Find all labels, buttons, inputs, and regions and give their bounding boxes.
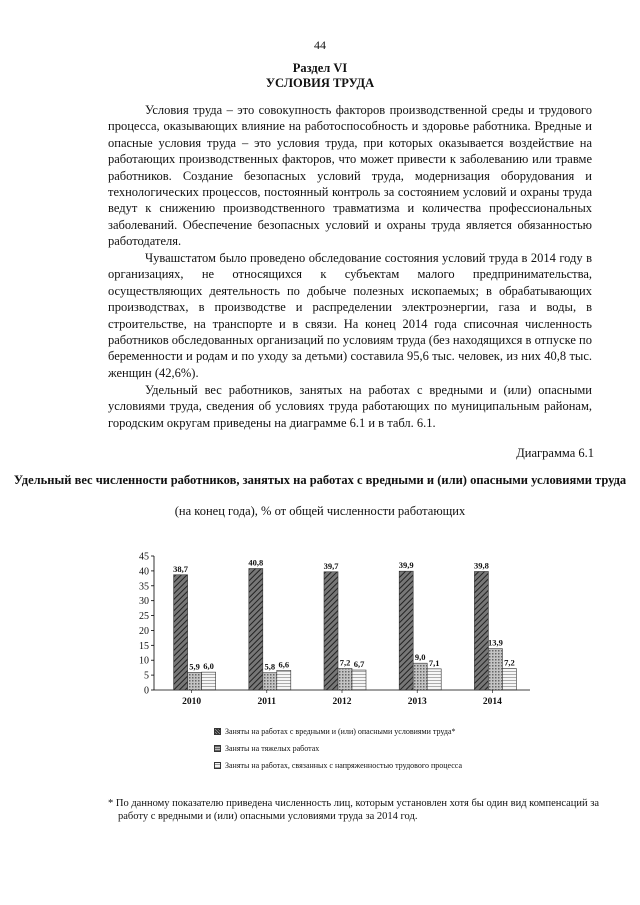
legend-swatch-intensity xyxy=(214,762,221,769)
legend-swatch-harmful xyxy=(214,728,221,735)
bar-2010-s2 xyxy=(188,672,202,690)
section-label: Раздел VI xyxy=(292,61,348,75)
data-label-2011-s2: 5,8 xyxy=(264,661,276,672)
y-tick-label: 30 xyxy=(139,596,149,608)
bar-2011-s1 xyxy=(249,569,263,690)
x-tick-label-2010: 2010 xyxy=(182,697,202,707)
chart-title: Удельный вес численности работников, занятых на работах с вредными и (или) опасными условиями труда xyxy=(13,473,627,487)
data-label-2010-s1: 38,7 xyxy=(173,563,189,574)
data-label-2014-s2: 13,9 xyxy=(487,637,503,648)
bar-2014-s2 xyxy=(488,649,502,690)
paragraph-1: Условия труда – это совокупность факторов производственной среды и трудового процесса, оказывающих влияние на работоспособность и здоровье работника. Вредные и опасные условия труда – это условия труда, при которых оказывается воздействие на работающих производственных факторов, что может привести к заболеванию или травме работников. Создание безопасных условий труда, модернизация оборудования и технологических процессов, постоянный контроль за состоянием условий и охраны труда ведут к снижению производственного травматизма и количества профессиональных заболеваний. Обеспечение безопасных условий и охраны труда является обязанностью работодателя. xyxy=(108,103,592,249)
y-tick-label: 35 xyxy=(139,581,149,593)
x-tick-label-2011: 2011 xyxy=(257,697,277,707)
paragraph-3: Удельный вес работников, занятых на работах с вредными и (или) опасными условиями труда, сведения об условиях труда работающих по муниципальным районам, городским округам приведены на диаграмме 6.1 и в табл. 6.1. xyxy=(108,383,592,430)
bar-2014-s1 xyxy=(474,571,488,690)
bar-chart xyxy=(120,545,540,715)
bar-2014-s3 xyxy=(502,669,516,690)
bar-2010-s3 xyxy=(202,672,216,690)
x-tick-label-2012: 2012 xyxy=(332,697,352,707)
bar-2013-s3 xyxy=(427,669,441,690)
y-tick-label: 20 xyxy=(139,625,149,637)
legend-label-harmful: Заняты на работах с вредными и (или) опасными условиями труда* xyxy=(225,727,456,736)
chart-subtitle: (на конец года), % от общей численности работающих xyxy=(174,504,466,518)
section-title: УСЛОВИЯ ТРУДА xyxy=(265,76,375,90)
y-tick-label: 45 xyxy=(139,551,149,563)
bar-2013-s1 xyxy=(399,571,413,690)
data-label-2014-s1: 39,8 xyxy=(473,560,489,571)
bar-2013-s2 xyxy=(413,663,427,690)
y-tick-label: 40 xyxy=(139,566,149,578)
data-label-2010-s3: 6,0 xyxy=(203,661,214,672)
y-tick-label: 15 xyxy=(139,640,149,652)
data-label-2014-s3: 7,2 xyxy=(504,657,515,668)
page-number: 44 xyxy=(314,38,326,52)
bar-2011-s3 xyxy=(277,670,291,690)
legend-item-intensity xyxy=(214,761,462,770)
data-label-2010-s2: 5,9 xyxy=(189,661,200,672)
legend-item-harmful xyxy=(214,727,456,736)
legend-swatch-heavy xyxy=(214,745,221,752)
footnote: * По данному показателю приведена численность лиц, которым установлен хотя бы один вид компенсаций за работу с вредными и (или) опасными условиями труда за 2014 год. xyxy=(108,798,600,822)
data-label-2013-s1: 39,9 xyxy=(398,560,414,571)
data-label-2013-s2: 9,0 xyxy=(414,652,426,663)
legend-label-intensity: Заняты на работах, связанных с напряженностью трудового процесса xyxy=(225,761,462,770)
data-label-2012-s2: 7,2 xyxy=(339,657,351,668)
y-tick-label: 0 xyxy=(144,685,149,697)
bar-2012-s1 xyxy=(324,572,338,690)
x-tick-label-2013: 2013 xyxy=(407,697,427,707)
legend-item-heavy xyxy=(214,744,319,753)
data-label-2013-s3: 7,1 xyxy=(428,657,440,668)
bar-2011-s2 xyxy=(263,673,277,690)
data-label-2011-s3: 6,6 xyxy=(278,659,290,670)
bar-2010-s1 xyxy=(174,575,188,690)
legend-label-heavy: Заняты на тяжелых работах xyxy=(225,744,320,753)
data-label-2012-s3: 6,7 xyxy=(353,659,365,670)
diagram-label: Диаграмма 6.1 xyxy=(516,446,594,460)
data-label-2011-s1: 40,8 xyxy=(248,557,264,568)
y-tick-label: 5 xyxy=(144,670,149,682)
bar-2012-s3 xyxy=(352,670,366,690)
y-tick-label: 10 xyxy=(139,655,149,667)
x-tick-label-2014: 2014 xyxy=(482,697,502,707)
data-label-2012-s1: 39,7 xyxy=(323,560,339,571)
y-tick-label: 25 xyxy=(139,611,149,623)
paragraph-2: Чувашстатом было проведено обследование состояния условий труда в 2014 году в организациях, не относящихся к субъектам малого предпринимательства, осуществляющих деятельность по добыче полезных ископаемых; в обрабатывающих производствах, в производстве и распределении электроэнергии, газа и воды, в строительстве, на транспорте и в связи. На конец 2014 года списочная численность работников обследованных организаций по условиям труда (без находящихся в отпуске по беременности и родам и по уходу за детьми) составила 95,6 тыс. человек, из них 40,8 тыс. женщин (42,6%). xyxy=(108,251,592,380)
bar-2012-s2 xyxy=(338,669,352,690)
